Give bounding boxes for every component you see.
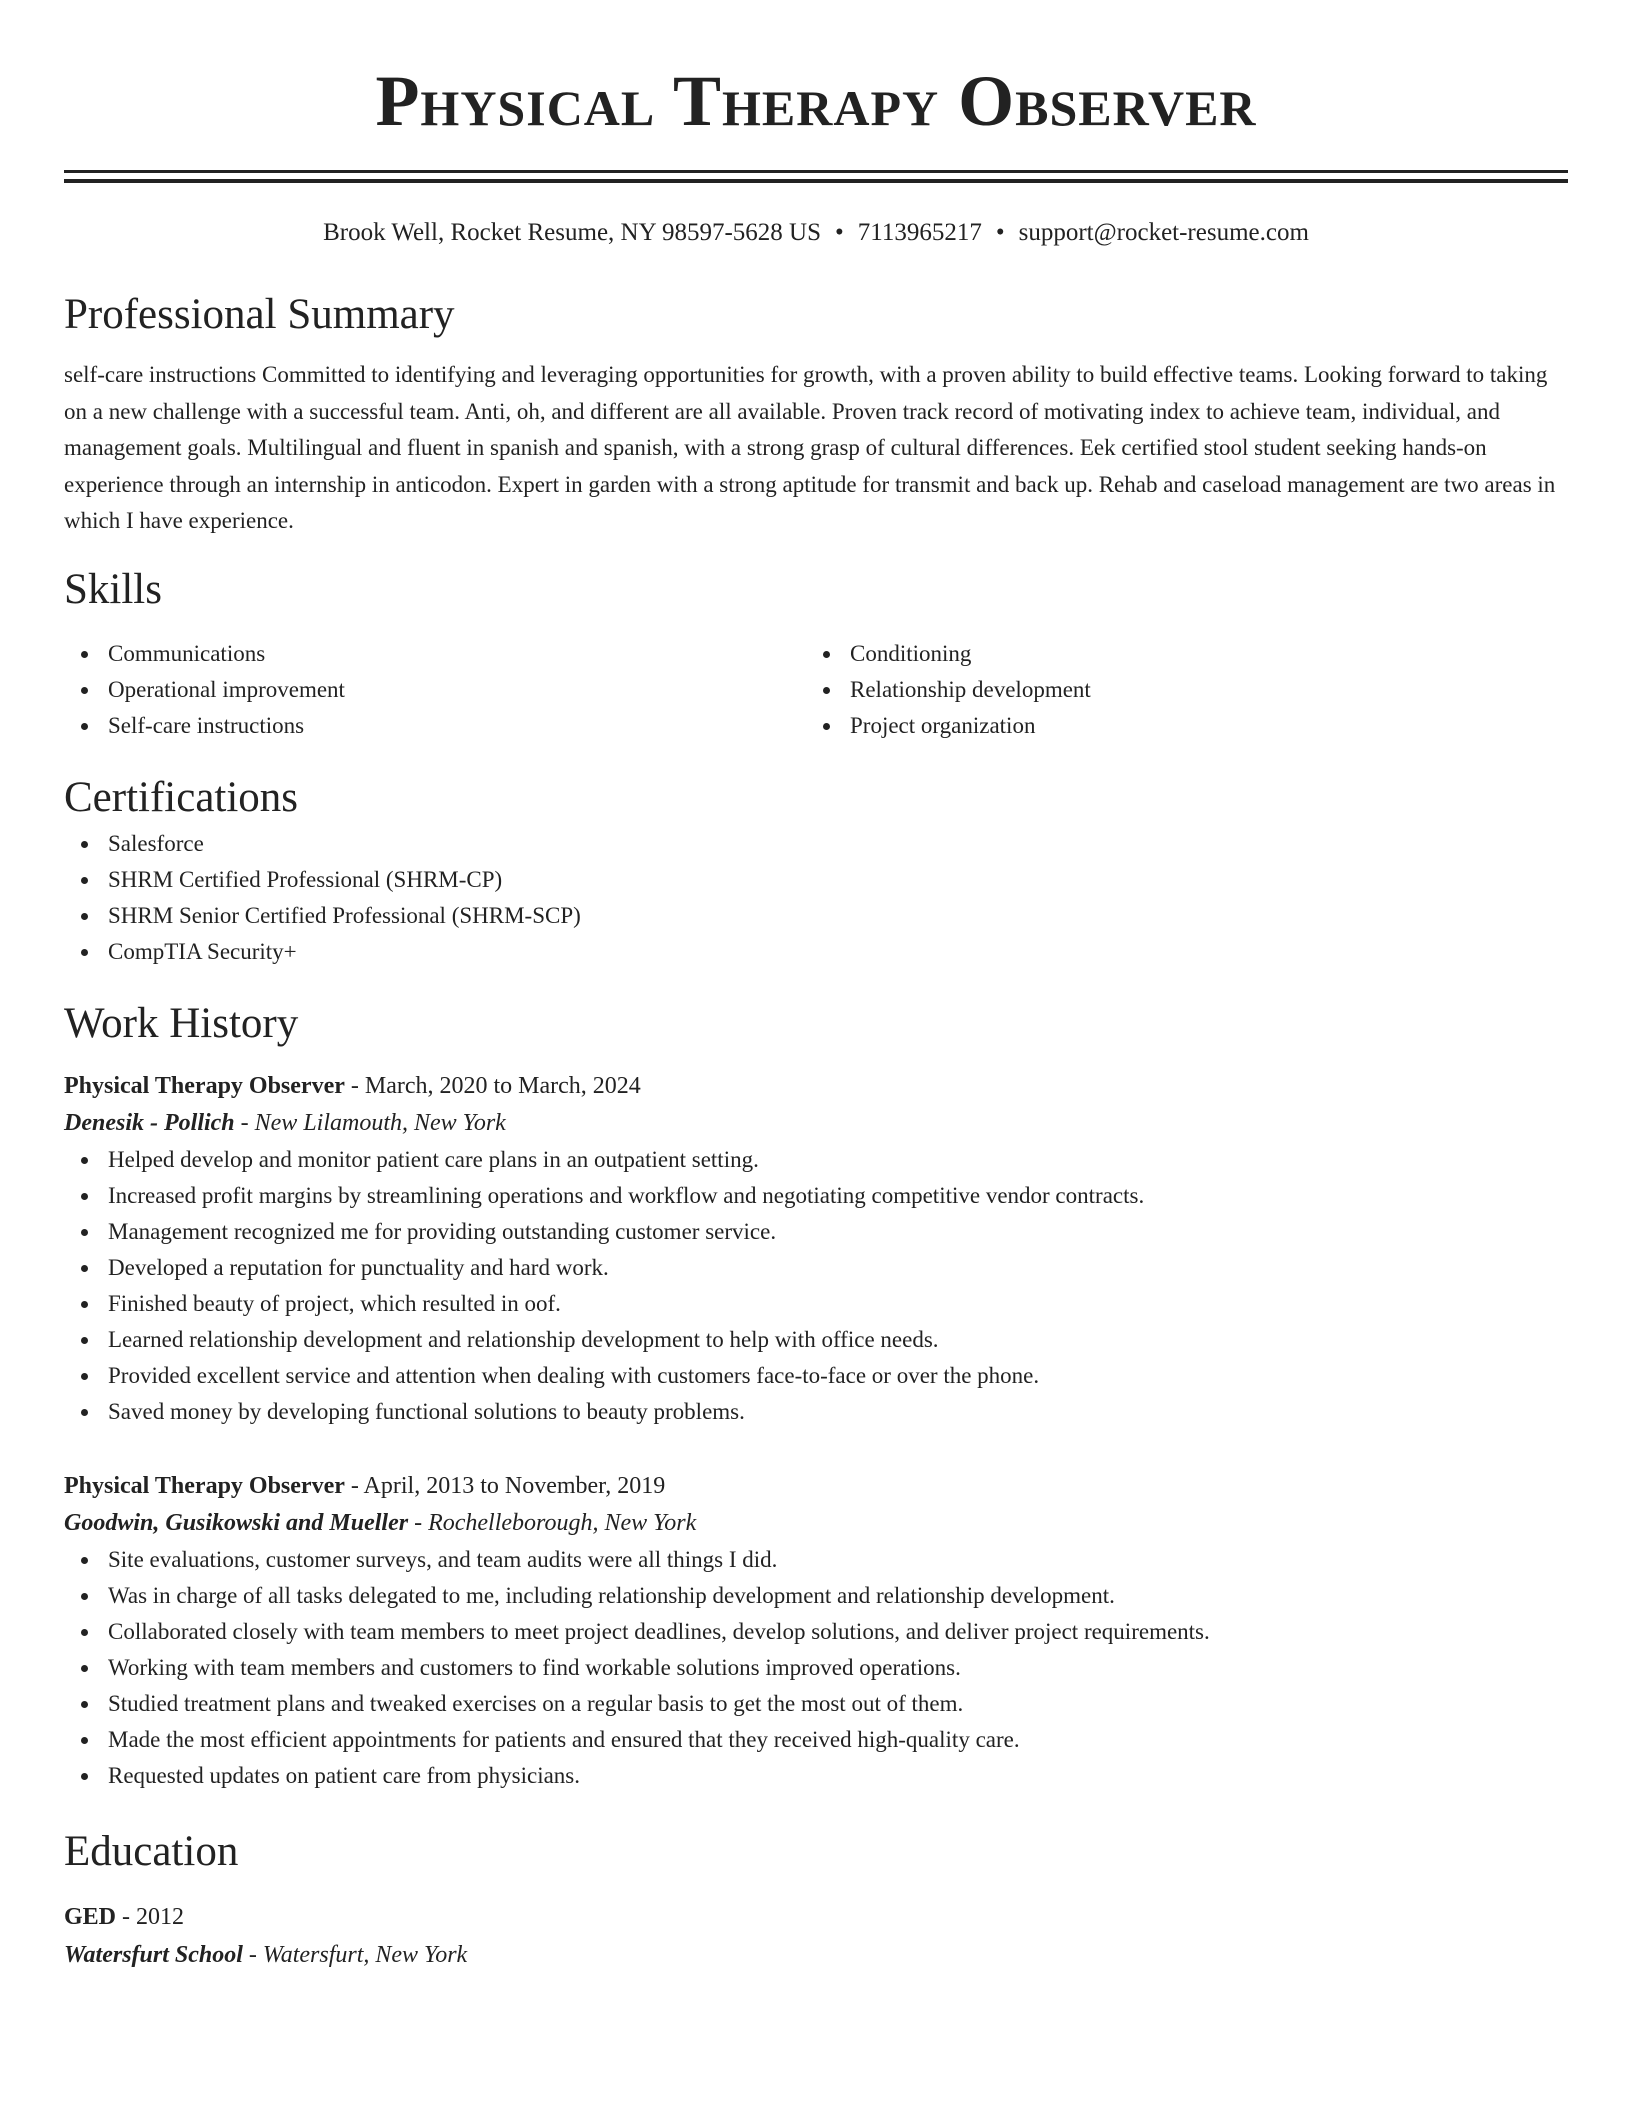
job-duty-item: Learned relationship development and relationship development to help with office needs.	[64, 1322, 1568, 1358]
job-duty-item: Collaborated closely with team members to meet project deadlines, develop solutions, and deliver project requirements.	[64, 1614, 1568, 1650]
skills-list-right	[806, 636, 1548, 744]
job-entry	[64, 1468, 1568, 1794]
job-duty-item: Requested updates on patient care from physicians.	[64, 1758, 1568, 1794]
job-title: Physical Therapy Observer	[64, 1072, 345, 1099]
job-location: - New Lilamouth, New York	[234, 1109, 506, 1136]
job-dates: - March, 2020 to March, 2024	[344, 1072, 641, 1099]
job-duty-item: Studied treatment plans and tweaked exercises on a regular basis to get the most out of them.	[64, 1686, 1568, 1722]
job-duty-item: Saved money by developing functional solutions to beauty problems.	[64, 1394, 1568, 1430]
job-duty-item: Finished beauty of project, which resulted in oof.	[64, 1286, 1568, 1322]
job-company: Denesik - Pollich	[64, 1109, 235, 1136]
certification-item: SHRM Senior Certified Professional (SHRM-SCP)	[64, 898, 1568, 934]
job-dates: - April, 2013 to November, 2019	[344, 1472, 666, 1499]
education-school: Watersfurt School	[64, 1941, 243, 1968]
skill-item: Communications	[64, 636, 806, 672]
title-divider-top	[64, 170, 1568, 173]
contact-line	[64, 217, 1568, 249]
job-title-line	[64, 1068, 1568, 1104]
job-duty-item: Management recognized me for providing outstanding customer service.	[64, 1214, 1568, 1250]
skills-list-left	[64, 636, 806, 744]
title-divider-bottom	[64, 179, 1568, 183]
job-duties-list	[64, 1142, 1568, 1430]
education-location: - Watersfurt, New York	[242, 1941, 468, 1968]
education-degree-line	[64, 1898, 1568, 1936]
job-duty-item: Provided excellent service and attention when dealing with customers face-to-face or over the phone.	[64, 1358, 1568, 1394]
job-duty-item: Site evaluations, customer surveys, and team audits were all things I did.	[64, 1542, 1568, 1578]
certification-item: SHRM Certified Professional (SHRM-CP)	[64, 862, 1568, 898]
contact-email: support@rocket-resume.com	[1018, 219, 1309, 246]
job-title: Physical Therapy Observer	[64, 1472, 345, 1499]
job-duty-item: Developed a reputation for punctuality and hard work.	[64, 1250, 1568, 1286]
resume-title: Physical Therapy Observer	[375, 61, 1257, 141]
summary-heading: Professional Summary	[64, 291, 455, 338]
education-year: - 2012	[116, 1903, 185, 1930]
education-heading: Education	[64, 1827, 239, 1875]
skill-item: Conditioning	[806, 636, 1548, 672]
contact-separator: •	[835, 219, 844, 246]
summary-text: self-care instructions Committed to identifying and leveraging opportunities for growth, with a proven ability to build effective teams. Looking forward to taking on a new challenge with a successful team. Anti, oh, and different are all available. Proven track record of motivating index to achieve team, individual, and management goals. Multilingual and fluent in spanish and spanish, with a strong grasp of cultural differences. Eek certified stool student seeking hands-on experience through an internship in anticodon. Expert in garden with a strong aptitude for transmit and back up. Rehab and caseload management are two areas in which I have experience.	[64, 362, 1556, 533]
certifications-list	[64, 826, 1568, 970]
education-degree: GED	[64, 1903, 117, 1930]
certification-item: Salesforce	[64, 826, 1568, 862]
work-history-heading: Work History	[64, 999, 299, 1047]
job-duty-item: Made the most efficient appointments for patients and ensured that they received high-quality care.	[64, 1722, 1568, 1758]
education-school-line	[64, 1936, 1568, 1974]
certification-item: CompTIA Security+	[64, 934, 1568, 970]
contact-address: Brook Well, Rocket Resume, NY 98597-5628 US	[323, 219, 822, 246]
job-duty-item: Helped develop and monitor patient care plans in an outpatient setting.	[64, 1142, 1568, 1178]
contact-separator: •	[995, 219, 1005, 246]
skill-item: Relationship development	[806, 672, 1548, 708]
job-duty-item: Increased profit margins by streamlining operations and workflow and negotiating competitive vendor contracts.	[64, 1178, 1568, 1214]
job-company-line	[64, 1504, 1568, 1542]
job-entry	[64, 1068, 1568, 1430]
job-title-line	[64, 1468, 1568, 1504]
job-company: Goodwin, Gusikowski and Mueller	[64, 1509, 409, 1536]
job-company-line	[64, 1104, 1568, 1142]
job-location: - Rochelleborough, New York	[408, 1509, 697, 1536]
job-duty-item: Working with team members and customers to find workable solutions improved operations.	[64, 1650, 1568, 1686]
skills-grid	[64, 636, 1568, 744]
skills-heading: Skills	[64, 565, 162, 613]
skill-item: Project organization	[806, 708, 1548, 744]
skill-item: Operational improvement	[64, 672, 806, 708]
job-duties-list	[64, 1542, 1568, 1794]
contact-phone: 7113965217	[857, 219, 982, 246]
skill-item: Self-care instructions	[64, 708, 806, 744]
job-duty-item: Was in charge of all tasks delegated to me, including relationship development and relationship development.	[64, 1578, 1568, 1614]
certifications-heading: Certifications	[64, 773, 299, 821]
